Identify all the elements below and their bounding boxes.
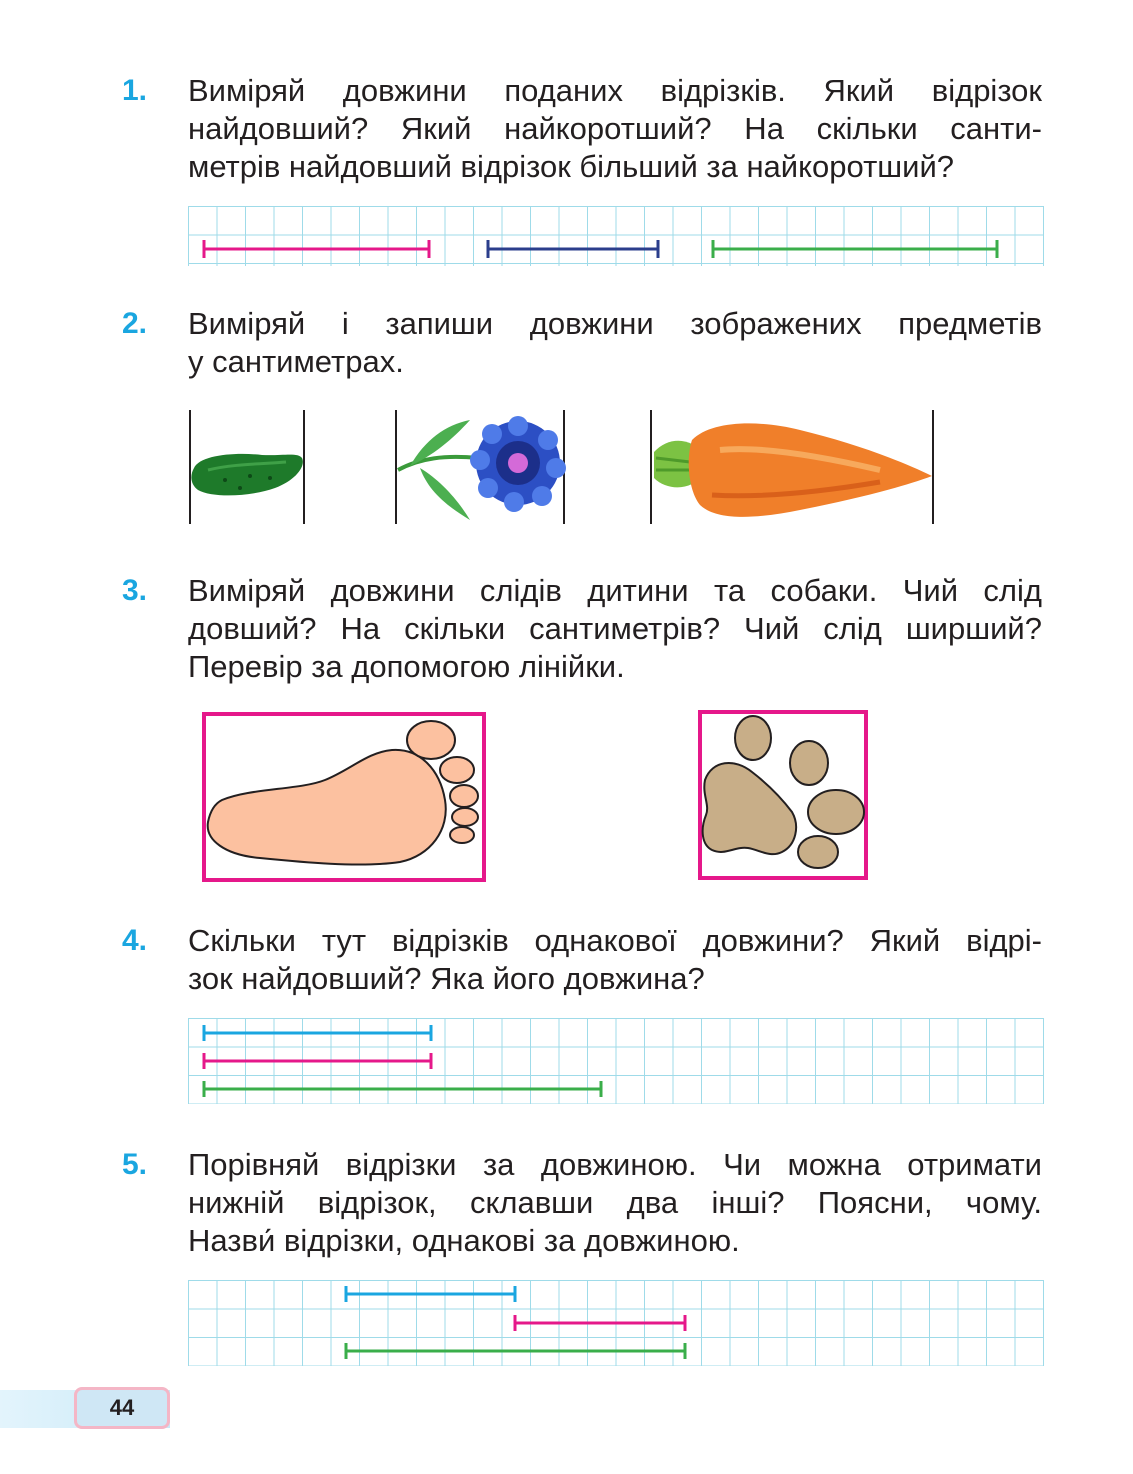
text-line: Назви́ відрізки, однакові за довжиною. <box>188 1223 740 1258</box>
task-number: 4. <box>122 924 148 957</box>
task-number: 2. <box>122 307 148 340</box>
text-line: Скільки тут відрізків однакової довжини? Який відрі- <box>188 923 1042 958</box>
page-number: 44 <box>74 1387 170 1429</box>
task-number: 5. <box>122 1148 148 1181</box>
text-line: Виміряй і запиши довжини зображених предметів <box>188 306 1042 341</box>
task-number: 3. <box>122 574 148 607</box>
task-number: 1. <box>122 74 148 107</box>
text-line: метрів найдовший відрізок більший за найкоротший? <box>188 149 955 184</box>
text-line: нижній відрізок, склавши два інші? Поясни, чому. <box>188 1185 1042 1220</box>
text-line: Виміряй довжини слідів дитини та собаки. Чий слід <box>188 573 1042 608</box>
text-line: Виміряй довжини поданих відрізків. Який відрізок <box>188 73 1042 108</box>
text-line: зок найдовший? Яка його довжина? <box>188 961 705 996</box>
text-line: Порівняй відрізки за довжиною. Чи можна отримати <box>188 1147 1042 1182</box>
text-line: Перевір за допомогою лінійки. <box>188 649 625 684</box>
text-line: найдовший? Який найкоротший? На скільки санти- <box>188 111 1042 146</box>
text-line: довший? На скільки сантиметрів? Чий слід ширший? <box>188 611 1042 646</box>
text-line: у сантиметрах. <box>188 344 404 379</box>
